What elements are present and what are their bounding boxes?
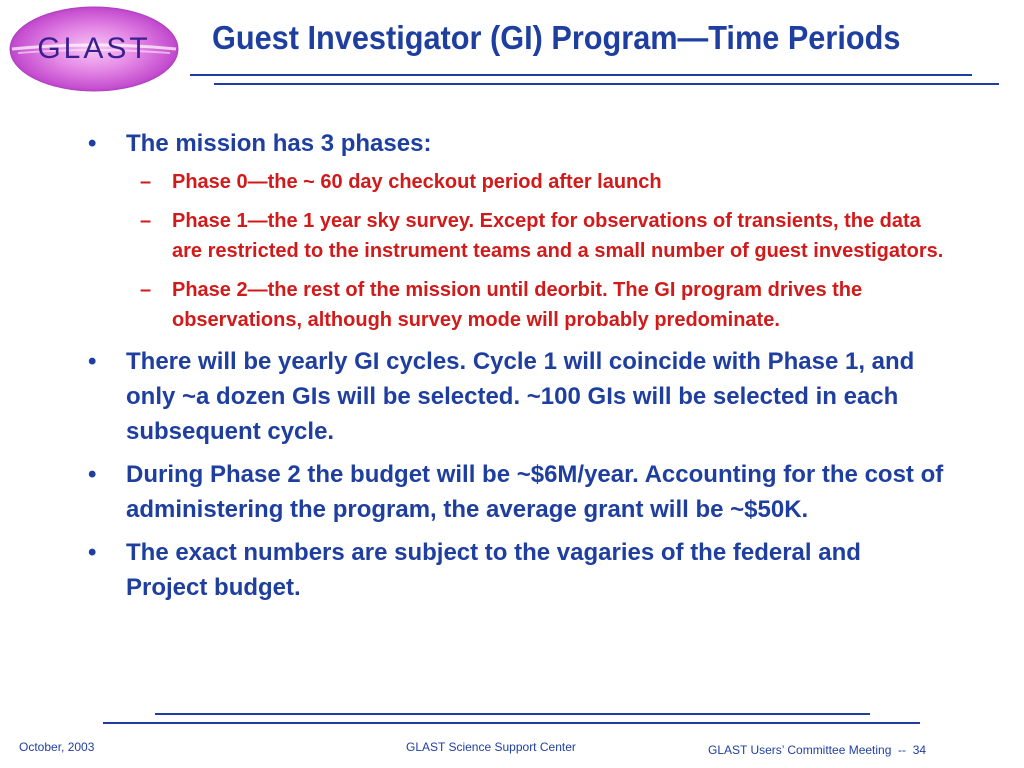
- sub-item: [88, 206, 947, 266]
- bullet-text: The mission has 3 phases:: [126, 130, 432, 157]
- bullet-item: [88, 344, 926, 449]
- bullet-item: [88, 535, 886, 605]
- sub-item: [88, 167, 968, 197]
- bullet-list: [88, 126, 968, 613]
- bullet-icon: •: [88, 539, 97, 566]
- footer-date: October, 2003: [19, 740, 95, 754]
- sub-item-text: Phase 1—the 1 year sky survey. Except for observations of transients, the data are restricted to the instrument teams and a small number of guest investigators.: [172, 210, 944, 262]
- title-rule-top: [190, 74, 972, 76]
- footer-center: GLAST Science Support Center: [406, 740, 576, 754]
- sub-item-text: Phase 2—the rest of the mission until deorbit. The GI program drives the observations, although survey mode will probably predominate.: [172, 279, 863, 331]
- bullet-item: [88, 126, 968, 335]
- footer-rule-top: [155, 713, 870, 715]
- sub-item-text: Phase 0—the ~ 60 day checkout period after launch: [172, 171, 662, 193]
- bullet-icon: •: [88, 130, 97, 157]
- bullet-text: During Phase 2 the budget will be ~$6M/year. Accounting for the cost of administering the program, the average grant will be ~$50K.: [126, 461, 944, 523]
- dash-icon: –: [140, 171, 152, 193]
- footer-meeting: GLAST Users’ Committee Meeting -- 34: [708, 743, 927, 757]
- logo-text: GLAST: [37, 32, 151, 65]
- bullet-item: [88, 457, 976, 527]
- sub-list: [126, 167, 968, 335]
- dash-icon: –: [140, 210, 152, 232]
- bullet-text: There will be yearly GI cycles. Cycle 1 will coincide with Phase 1, and only ~a dozen GIs will be selected. ~100 GIs will be selected in each subsequent cycle.: [126, 348, 915, 445]
- bullet-icon: •: [88, 348, 97, 375]
- dash-icon: –: [140, 279, 152, 301]
- bullet-text: The exact numbers are subject to the vagaries of the federal and Project budget.: [126, 539, 861, 601]
- glast-logo-icon: [8, 5, 180, 93]
- footer-rule-bottom: [103, 722, 920, 724]
- title-rule-bottom: [214, 83, 999, 85]
- page-title: Guest Investigator (GI) Program—Time Periods: [212, 19, 901, 56]
- sub-item: [88, 275, 947, 335]
- bullet-icon: •: [88, 461, 97, 488]
